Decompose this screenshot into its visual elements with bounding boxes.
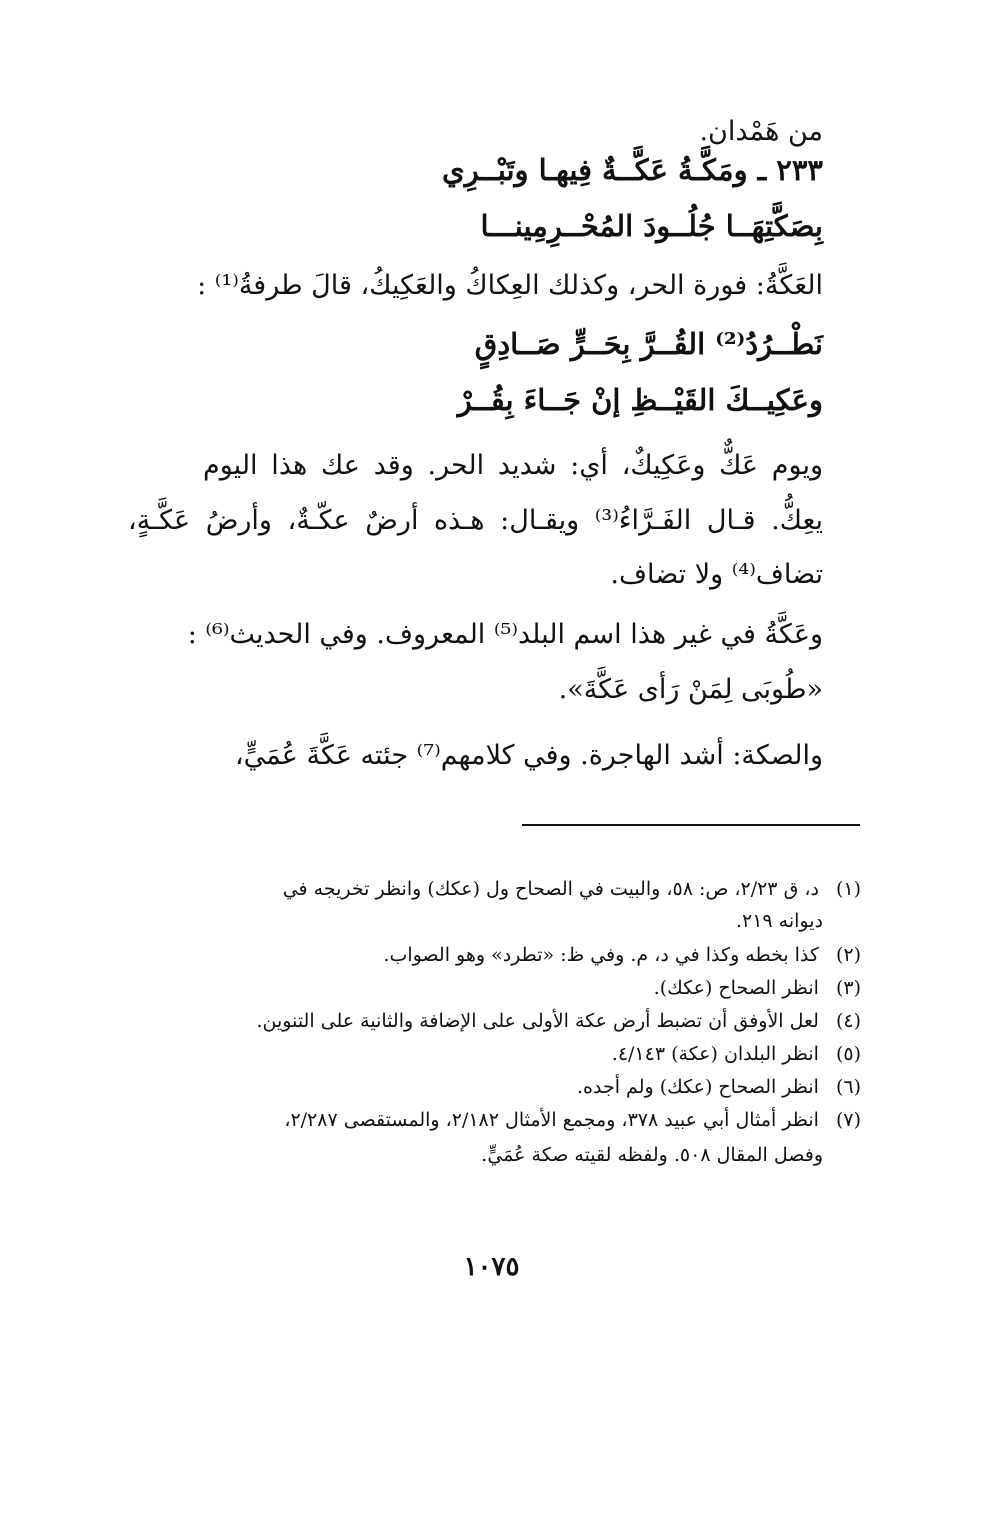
footnote-text: كذا بخطه وكذا في د، م. وفي ظ: «تطرد» وهو الصواب. xyxy=(383,944,819,966)
footnote-1-continued xyxy=(736,912,823,931)
footnote-text: انظر أمثال أبي عبيد ٣٧٨، ومجمع الأمثال ٢/١٨٢، والمستقصى ٢/٢٨٧، xyxy=(284,1109,819,1131)
footnote-separator xyxy=(522,824,860,826)
paragraph-line: والصكة: أشد الهاجرة. وفي كلامهم⁽⁷⁾ جئته عَكَّةَ عُمَيٍّ، xyxy=(234,740,823,771)
footnote-text: انظر الصحاح (عكك) ولم أجده. xyxy=(577,1076,819,1098)
footnote-number: (٥) xyxy=(835,1043,861,1065)
page-number: ١٠٧٥ xyxy=(463,1252,520,1282)
footnote-number: (٣) xyxy=(835,977,861,999)
verse-233-second-hemistich: بِصَكَّتِهَــا جُلُــودَ المُحْــرِمِينـــا xyxy=(480,209,823,243)
footnote-text: وفصل المقال ٥٠٨. ولفظه لقيته صكة عُمَيٍّ. xyxy=(481,1144,823,1166)
footnote-number: (٧) xyxy=(835,1109,861,1131)
tarafa-verse-second-hemistich: وعَكِيــكَ القَيْــظِ إنْ جَــاءَ بِقُــرْ xyxy=(457,383,823,417)
footnote-3 xyxy=(654,979,861,998)
footnote-text: انظر البلدان (عكة) ٤/١٤٣. xyxy=(611,1043,819,1065)
paragraph-line: ويوم عَكٌّ وعَكِيكٌ، أي: شديد الحر. وقد عك هذا اليوم xyxy=(203,450,823,481)
continued-line: من هَمْدان. xyxy=(699,116,823,147)
definition-paragraph-line: العَكَّةُ: فورة الحر، وكذلك العِكاكُ والعَكِيكُ، قالَ طرفةُ⁽¹⁾ : xyxy=(197,270,823,301)
tarafa-verse-first-hemistich: نَطْــرُدُ⁽²⁾ القُــرَّ بِحَــرٍّ صَــادِقٍ xyxy=(474,327,823,361)
footnote-2 xyxy=(383,946,861,965)
footnote-text: د، ق ٢/٢٣، ص: ٥٨، والبيت في الصحاح ول (عكك) وانظر تخريجه في xyxy=(282,878,819,900)
footnote-number: (٤) xyxy=(835,1010,861,1032)
footnote-1 xyxy=(283,880,861,899)
footnote-5 xyxy=(612,1045,861,1064)
footnote-6 xyxy=(577,1078,861,1097)
footnote-number: (٦) xyxy=(835,1076,861,1098)
hadith-quote: «طُوبَى لِمَنْ رَأى عَكَّةَ». xyxy=(558,674,823,705)
paragraph-line: يعِكُّ. قـال الفَـرَّاءُ⁽³⁾ ويقـال: هـذه أرضٌ عكّـةٌ، وأرضُ عَكَّـةٍ، xyxy=(128,505,823,536)
footnote-text: ديوانه ٢١٩. xyxy=(735,910,823,932)
paragraph-line: وعَكَّةُ في غير هذا اسم البلد⁽⁵⁾ المعروف. وفي الحديث⁽⁶⁾ : xyxy=(187,619,823,650)
footnote-4 xyxy=(256,1012,861,1031)
verse-233-first-hemistich: ٢٣٣ ـ ومَكَّـةُ عَكَّــةٌ فِيهـا وتَبْــرِي xyxy=(442,153,823,187)
footnote-number: (٢) xyxy=(835,944,861,966)
paragraph-line: تضاف⁽⁴⁾ ولا تضاف. xyxy=(610,559,823,590)
footnote-text: لعل الأوفق أن تضبط أرض عكة الأولى على الإضافة والثانية على التنوين. xyxy=(256,1010,819,1032)
footnote-7 xyxy=(284,1111,861,1130)
footnote-number: (١) xyxy=(835,878,861,900)
footnote-7-continued xyxy=(481,1146,823,1165)
footnote-text: انظر الصحاح (عكك). xyxy=(653,977,819,999)
